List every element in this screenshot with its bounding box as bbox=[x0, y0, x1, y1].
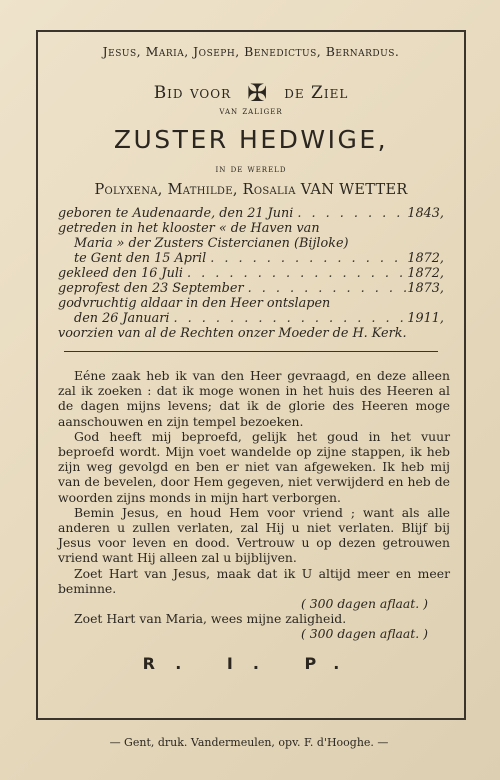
bio-text: getreden in het klooster « de Haven van bbox=[58, 221, 320, 236]
heading-subtitle: van zaliger bbox=[219, 106, 283, 117]
leader-dots bbox=[183, 266, 407, 281]
deceased-religious-name: ZUSTER HEDWIGE, bbox=[113, 125, 389, 154]
bio-text: geprofest den 23 September bbox=[58, 281, 244, 296]
leader-dots bbox=[293, 206, 407, 221]
bio-line bbox=[58, 281, 444, 296]
leader-dots bbox=[244, 281, 408, 296]
bio-year: 1843, bbox=[407, 206, 444, 221]
deceased-full-name bbox=[44, 182, 458, 198]
in-world-label: in de wereld bbox=[215, 164, 287, 175]
bio-text: voorzien van al de Rechten onzer Moeder de H. Kerk. bbox=[58, 326, 407, 341]
indulgence-note: ( 300 dagen aflaat. ) bbox=[301, 596, 428, 612]
printer-footer: — Gent, druk. Vandermeulen, opv. F. d'Hooghe. — bbox=[109, 736, 389, 749]
card-border bbox=[36, 30, 466, 720]
bio-line bbox=[58, 221, 444, 236]
prayer-heading bbox=[44, 81, 458, 105]
given-names: Polyxena, Mathilde, Rosalia bbox=[94, 182, 296, 198]
cross-icon: ✠ bbox=[247, 79, 269, 107]
heading-left: Bid voor bbox=[153, 83, 232, 103]
bio-text: gekleed den 16 Juli bbox=[58, 266, 184, 281]
heading-right: de Ziel bbox=[284, 83, 349, 103]
bio-text: geboren te Audenaarde, den 21 Juni bbox=[58, 206, 294, 221]
prayer-text bbox=[58, 368, 450, 642]
invocation: Jesus, Maria, Joseph, Benedictus, Bernardus. bbox=[102, 44, 400, 59]
rip-text: R. I. P. bbox=[142, 653, 360, 673]
biography bbox=[58, 206, 444, 341]
bio-year: 1872, bbox=[407, 266, 444, 281]
bio-line bbox=[58, 236, 444, 251]
bio-year: 1873, bbox=[407, 281, 444, 296]
prayer-paragraph: God heeft mij beproefd, gelijk het goud in het vuur beproefd wordt. Mijn voet wandelde op zijne stappen, ik heb zijn weg gevolgd en ben er niet van afgeweken. Ik heb mij van de bevelen, door Hem gegeven, niet verwijderd en heb de woorden zijns monds in mijn hart verborgen. bbox=[58, 428, 450, 505]
leader-dots bbox=[170, 311, 408, 326]
bio-text: godvruchtig aldaar in den Heer ontslapen bbox=[58, 296, 331, 311]
bio-line bbox=[58, 251, 444, 266]
bio-text: Maria » der Zusters Cistercianen (Bijloke) bbox=[74, 236, 349, 251]
prayer-paragraph: Zoet Hart van Maria, wees mijne zaligheid. bbox=[74, 611, 347, 627]
leader-dots bbox=[206, 251, 407, 266]
bio-year: 1872, bbox=[407, 251, 444, 266]
bio-text: den 26 Januari bbox=[74, 311, 170, 326]
bio-line bbox=[58, 326, 444, 341]
prayer-paragraph: Eéne zaak heb ik van den Heer gevraagd, en deze alleen zal ik zoeken : dat ik moge wonen in het huis des Heeren al de dagen mijns levens; dat ik de glorie des Heeren moge aanschouwen en zijn tempel bezoeken. bbox=[58, 368, 450, 429]
indulgence-note: ( 300 dagen aflaat. ) bbox=[301, 626, 428, 642]
prayer-paragraph: Zoet Hart van Jesus, maak dat ik U altijd meer en meer beminne. bbox=[58, 565, 450, 596]
prayer-paragraph: Bemin Jesus, en houd Hem voor vriend ; want als alle anderen u zullen verlaten, zal Hij u niet verlaten. Blijf bij Jesus voor leven en dood. Vertrouw u op dezen getrouwen vriend want Hij alleen zal u bijblijven. bbox=[58, 504, 450, 566]
bio-year: 1911, bbox=[407, 311, 444, 326]
card-content bbox=[44, 40, 458, 712]
divider bbox=[64, 351, 438, 352]
bio-line bbox=[58, 311, 444, 326]
bio-line bbox=[58, 296, 444, 311]
surname: VAN WETTER bbox=[300, 182, 408, 198]
bio-line bbox=[58, 266, 444, 281]
bio-line bbox=[58, 206, 444, 221]
bio-text: te Gent den 15 April bbox=[74, 251, 207, 266]
